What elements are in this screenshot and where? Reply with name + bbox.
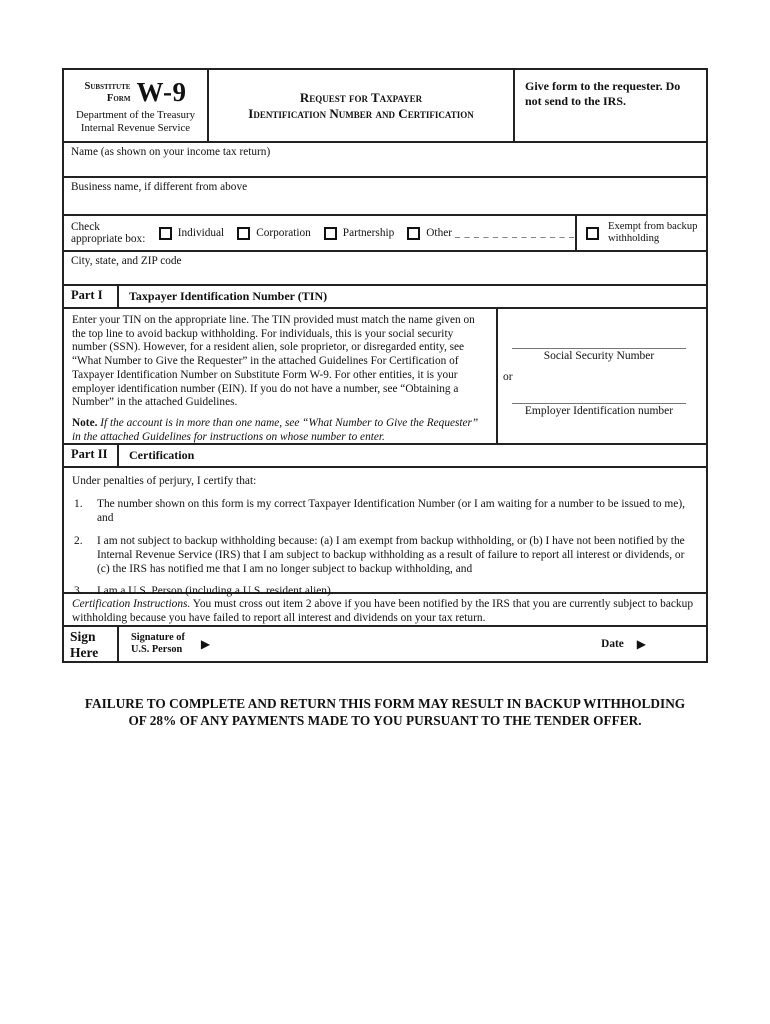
item-2-text: I am not subject to backup withholding because: (a) I am exempt from backup withholding, or (b) I have not been notified by the Internal Revenue Service (IRS) that I am subject to backup withholding as a result of failure to report all interest or dividends, or (c) the IRS has notified me that I am no longer subject to backup withholding, and bbox=[97, 534, 685, 576]
signature-area bbox=[119, 627, 706, 661]
backup-withholding-warning bbox=[0, 695, 770, 729]
other-checkbox[interactable] bbox=[407, 227, 420, 240]
check-appropriate-box-label: Check appropriate box: bbox=[71, 221, 146, 245]
partnership-checkbox[interactable] bbox=[324, 227, 337, 240]
certification-body bbox=[64, 466, 706, 598]
item-2-number: 2. bbox=[74, 534, 83, 547]
business-name-field[interactable] bbox=[64, 176, 706, 214]
individual-checkbox[interactable] bbox=[159, 227, 172, 240]
tin-instructions bbox=[64, 309, 498, 443]
exempt-checkbox[interactable] bbox=[586, 227, 599, 240]
dept-line-1: Department of the Treasury bbox=[75, 109, 196, 121]
ssn-input-line[interactable] bbox=[512, 348, 686, 349]
certification-instructions bbox=[64, 592, 706, 625]
form-id-cell bbox=[64, 70, 209, 141]
sign-here-label bbox=[64, 627, 119, 661]
part2-header bbox=[64, 443, 706, 466]
certification-instructions-text: You must cross out item 2 above if you have been notified by the IRS that you are currently subject to backup withholding because you have failed to report all interest and dividends on your tax return. bbox=[72, 598, 694, 624]
date-area[interactable] bbox=[601, 637, 646, 652]
or-label: or bbox=[503, 371, 513, 383]
sign-here-row bbox=[64, 625, 706, 661]
tin-note-label: Note. bbox=[72, 416, 98, 429]
give-form-instruction: Give form to the requester. Do not send to the IRS. bbox=[525, 79, 681, 108]
item-3-number: 3. bbox=[74, 585, 83, 598]
tin-instructions-paragraph: Enter your TIN on the appropriate line. The TIN provided must match the name given on the top line to avoid backup withholding. For individuals, this is your social security number (SSN). However, for a resident alien, sole proprietor, or disregarded entity, see “What Number to Give the Requester” in the attached Guidelines For Certification of Taxpayer Identification Number on Substitute Form W-9. For other entities, it is your employer identification number (EIN). If you do not have a number, see “Obtaining a Number” in the attached Guidelines. bbox=[72, 314, 475, 409]
warning-line-1: FAILURE TO COMPLETE AND RETURN THIS FORM MAY RESULT IN BACKUP WITHHOLDING bbox=[84, 696, 686, 711]
signature-of-line-1: Signature of bbox=[131, 632, 185, 643]
signature-of-line-2: U.S. Person bbox=[131, 644, 183, 655]
tin-note bbox=[72, 417, 487, 444]
certification-item-1 bbox=[72, 497, 698, 525]
form-title-line-1: Request for Taxpayer bbox=[299, 89, 423, 105]
other-label: Other bbox=[426, 227, 452, 239]
exempt-label: Exempt from backup withholding bbox=[608, 221, 698, 244]
corporation-checkbox[interactable] bbox=[237, 227, 250, 240]
tin-note-text: If the account is in more than one name, see “What Number to Give the Requester” in the attached Guidelines for instructions on whose number to enter. bbox=[72, 416, 479, 443]
other-write-in-blank[interactable]: _ _ _ _ _ _ _ _ _ _ _ _ _ bbox=[455, 227, 575, 239]
sign-word: Sign bbox=[70, 629, 96, 644]
individual-label: Individual bbox=[177, 227, 225, 239]
individual-option bbox=[159, 227, 224, 240]
substitute-form-label bbox=[85, 81, 131, 104]
partnership-label: Partnership bbox=[342, 227, 395, 239]
department-lines bbox=[76, 109, 195, 134]
entity-type-options bbox=[64, 216, 577, 250]
corporation-label: Corporation bbox=[256, 227, 311, 239]
item-1-text: The number shown on this form is my correct Taxpayer Identification Number (or I am waiting for a number to be issued to me), and bbox=[97, 498, 685, 525]
certification-item-2 bbox=[72, 534, 698, 577]
city-state-zip-label: City, state, and ZIP code bbox=[71, 255, 182, 267]
partnership-option bbox=[324, 227, 394, 240]
item-3-text: I am a U.S. Person (including a U.S. resident alien). bbox=[97, 585, 334, 598]
form-header-row bbox=[64, 70, 706, 141]
ssn-label: Social Security Number bbox=[543, 350, 655, 362]
w9-substitute-form bbox=[62, 68, 708, 663]
part1-body bbox=[64, 307, 706, 443]
form-number: W-9 bbox=[136, 77, 187, 107]
city-state-zip-field[interactable] bbox=[64, 250, 706, 284]
here-word: Here bbox=[70, 644, 99, 660]
dept-line-2: Internal Revenue Service bbox=[80, 121, 191, 134]
certification-intro: Under penalties of perjury, I certify that: bbox=[72, 475, 257, 487]
warning-line-2: OF 28% OF ANY PAYMENTS MADE TO YOU PURSUANT TO THE TENDER OFFER. bbox=[128, 713, 642, 728]
signature-pointer-icon: ▶ bbox=[200, 636, 211, 651]
substitute-word: Substitute bbox=[84, 81, 131, 92]
form-word: Form bbox=[106, 92, 131, 104]
date-pointer-icon: ▶ bbox=[636, 636, 646, 651]
ein-label: Employer Identification number bbox=[524, 405, 674, 417]
name-field-label: Name (as shown on your income tax return) bbox=[71, 146, 271, 158]
part1-header bbox=[64, 284, 706, 307]
part2-title: Certification bbox=[129, 448, 195, 462]
certification-instructions-label: Certification Instructions. bbox=[72, 598, 191, 610]
item-1-number: 1. bbox=[74, 498, 83, 511]
tin-entry-cell bbox=[498, 309, 706, 443]
name-field[interactable] bbox=[64, 141, 706, 176]
part2-label: Part II bbox=[64, 445, 119, 466]
ein-input-line[interactable] bbox=[512, 403, 686, 404]
date-label: Date bbox=[601, 638, 624, 650]
exempt-option bbox=[577, 216, 706, 250]
part1-title: Taxpayer Identification Number (TIN) bbox=[129, 289, 328, 303]
other-option bbox=[407, 227, 452, 240]
corporation-option bbox=[237, 227, 311, 240]
signature-of-label bbox=[131, 632, 185, 656]
form-title-cell bbox=[209, 70, 515, 141]
form-title-line-2: Identification Number and Certification bbox=[248, 105, 474, 121]
entity-type-row bbox=[64, 214, 706, 250]
business-name-field-label: Business name, if different from above bbox=[71, 181, 248, 193]
part1-label: Part I bbox=[64, 286, 119, 307]
